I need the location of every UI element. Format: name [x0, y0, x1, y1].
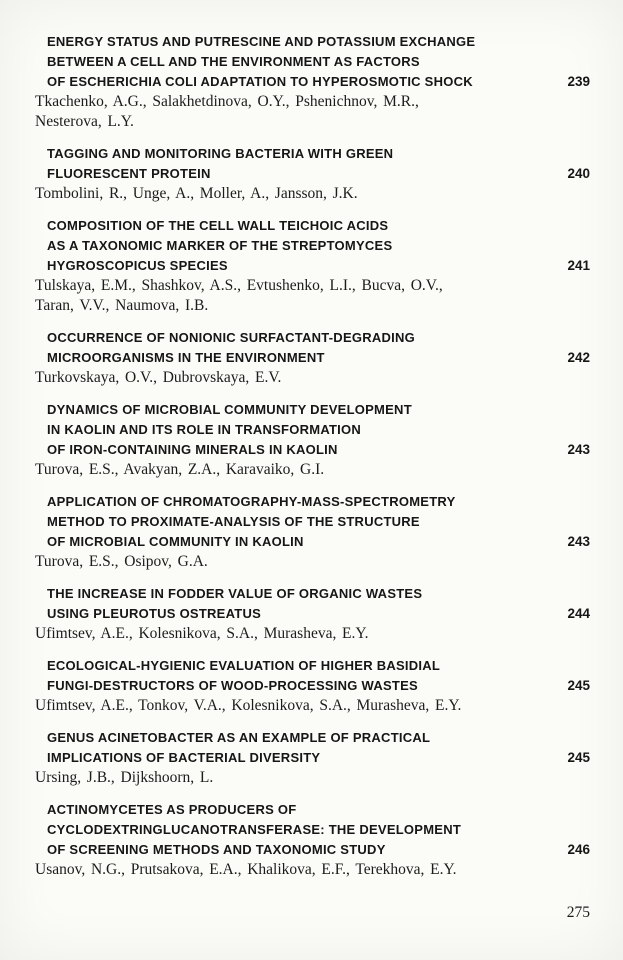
author-line: Ursing, J.B., Dijkshoorn, L. [35, 769, 214, 786]
toc-entry [35, 32, 590, 132]
entry-title [35, 144, 393, 184]
toc-entry-list [35, 32, 590, 880]
entry-title [35, 216, 392, 276]
entry-authors [35, 768, 590, 788]
entry-title [35, 400, 412, 460]
author-line: Turova, E.S., Avakyan, Z.A., Karavaiko, G.I. [35, 461, 325, 478]
title-line: THE INCREASE IN FODDER VALUE OF ORGANIC WASTES [47, 586, 423, 601]
entry-page-number: 243 [567, 534, 590, 549]
title-line: ENERGY STATUS AND PUTRESCINE AND POTASSIUM EXCHANGE [47, 34, 476, 49]
author-line: Tombolini, R., Unge, A., Moller, A., Jansson, J.K. [35, 185, 358, 202]
entry-page-number: 245 [567, 678, 590, 693]
toc-entry [35, 144, 590, 204]
author-line: Turkovskaya, O.V., Dubrovskaya, E.V. [35, 369, 282, 386]
entry-page-number: 241 [567, 258, 590, 273]
entry-page-number: 246 [567, 842, 590, 857]
toc-entry [35, 584, 590, 644]
toc-entry [35, 492, 590, 572]
author-line: Ufimtsev, A.E., Tonkov, V.A., Kolesnikova, S.A., Murasheva, E.Y. [35, 697, 462, 714]
author-line: Tulskaya, E.M., Shashkov, A.S., Evtushenko, L.I., Bucva, O.V., [35, 277, 443, 294]
entry-authors [35, 860, 590, 880]
toc-entry [35, 328, 590, 388]
entry-title [35, 656, 440, 696]
title-line: FUNGI-DESTRUCTORS OF WOOD-PROCESSING WASTES [47, 678, 418, 693]
entry-title [35, 492, 456, 552]
entry-title-row [35, 144, 590, 184]
toc-entry [35, 656, 590, 716]
author-line: Nesterova, L.Y. [35, 113, 134, 130]
author-line: Usanov, N.G., Prutsakova, E.A., Khalikova, E.F., Terekhova, E.Y. [35, 861, 457, 878]
title-line: BETWEEN A CELL AND THE ENVIRONMENT AS FACTORS [47, 54, 420, 69]
entry-authors [35, 184, 590, 204]
toc-entry [35, 216, 590, 316]
entry-title-row [35, 328, 590, 368]
entry-title-row [35, 400, 590, 460]
page-folio: 275 [566, 904, 590, 921]
entry-authors [35, 552, 590, 572]
author-line: Taran, V.V., Naumova, I.B. [35, 297, 209, 314]
author-line: Tkachenko, A.G., Salakhetdinova, O.Y., Pshenichnov, M.R., [35, 93, 419, 110]
title-line: OF ESCHERICHIA COLI ADAPTATION TO HYPEROSMOTIC SHOCK [47, 74, 473, 89]
title-line: HYGROSCOPICUS SPECIES [47, 258, 228, 273]
entry-authors [35, 624, 590, 644]
title-line: DYNAMICS OF MICROBIAL COMMUNITY DEVELOPMENT [47, 402, 412, 417]
toc-entry [35, 800, 590, 880]
toc-entry [35, 400, 590, 480]
title-line: AS A TAXONOMIC MARKER OF THE STREPTOMYCES [47, 238, 393, 253]
title-line: GENUS ACINETOBACTER AS AN EXAMPLE OF PRACTICAL [47, 730, 431, 745]
title-line: ACTINOMYCETES AS PRODUCERS OF [47, 802, 297, 817]
toc-entry [35, 728, 590, 788]
entry-page-number: 240 [567, 166, 590, 181]
title-line: TAGGING AND MONITORING BACTERIA WITH GREEN [47, 146, 394, 161]
entry-title-row [35, 656, 590, 696]
entry-title-row [35, 32, 590, 92]
title-line: COMPOSITION OF THE CELL WALL TEICHOIC ACIDS [47, 218, 389, 233]
entry-page-number: 244 [567, 606, 590, 621]
title-line: CYCLODEXTRINGLUCANOTRANSFERASE: THE DEVELOPMENT [47, 822, 462, 837]
entry-title-row [35, 800, 590, 860]
title-line: METHOD TO PROXIMATE-ANALYSIS OF THE STRUCTURE [47, 514, 420, 529]
entry-title [35, 584, 422, 624]
author-line: Turova, E.S., Osipov, G.A. [35, 553, 208, 570]
title-line: MICROORGANISMS IN THE ENVIRONMENT [47, 350, 325, 365]
title-line: FLUORESCENT PROTEIN [47, 166, 211, 181]
title-line: OF IRON-CONTAINING MINERALS IN KAOLIN [47, 442, 338, 457]
entry-authors [35, 460, 590, 480]
entry-authors [35, 368, 590, 388]
title-line: OF SCREENING METHODS AND TAXONOMIC STUDY [47, 842, 386, 857]
entry-title [35, 800, 461, 860]
entry-title-row [35, 584, 590, 624]
entry-title-row [35, 216, 590, 276]
entry-authors [35, 276, 590, 316]
title-line: OF MICROBIAL COMMUNITY IN KAOLIN [47, 534, 304, 549]
entry-title-row [35, 492, 590, 552]
title-line: IMPLICATIONS OF BACTERIAL DIVERSITY [47, 750, 321, 765]
title-line: IN KAOLIN AND ITS ROLE IN TRANSFORMATION [47, 422, 362, 437]
entry-page-number: 242 [567, 350, 590, 365]
entry-page-number: 245 [567, 750, 590, 765]
entry-title-row [35, 728, 590, 768]
title-line: USING PLEUROTUS OSTREATUS [47, 606, 262, 621]
entry-title [35, 728, 430, 768]
entry-title [35, 328, 415, 368]
entry-authors [35, 696, 590, 716]
title-line: OCCURRENCE OF NONIONIC SURFACTANT-DEGRADING [47, 330, 416, 345]
entry-authors [35, 92, 590, 132]
entry-page-number: 243 [567, 442, 590, 457]
author-line: Ufimtsev, A.E., Kolesnikova, S.A., Murasheva, E.Y. [35, 625, 369, 642]
title-line: ECOLOGICAL-HYGIENIC EVALUATION OF HIGHER BASIDIAL [47, 658, 441, 673]
entry-page-number: 239 [567, 74, 590, 89]
title-line: APPLICATION OF CHROMATOGRAPHY-MASS-SPECTROMETRY [47, 494, 456, 509]
entry-title [35, 32, 475, 92]
